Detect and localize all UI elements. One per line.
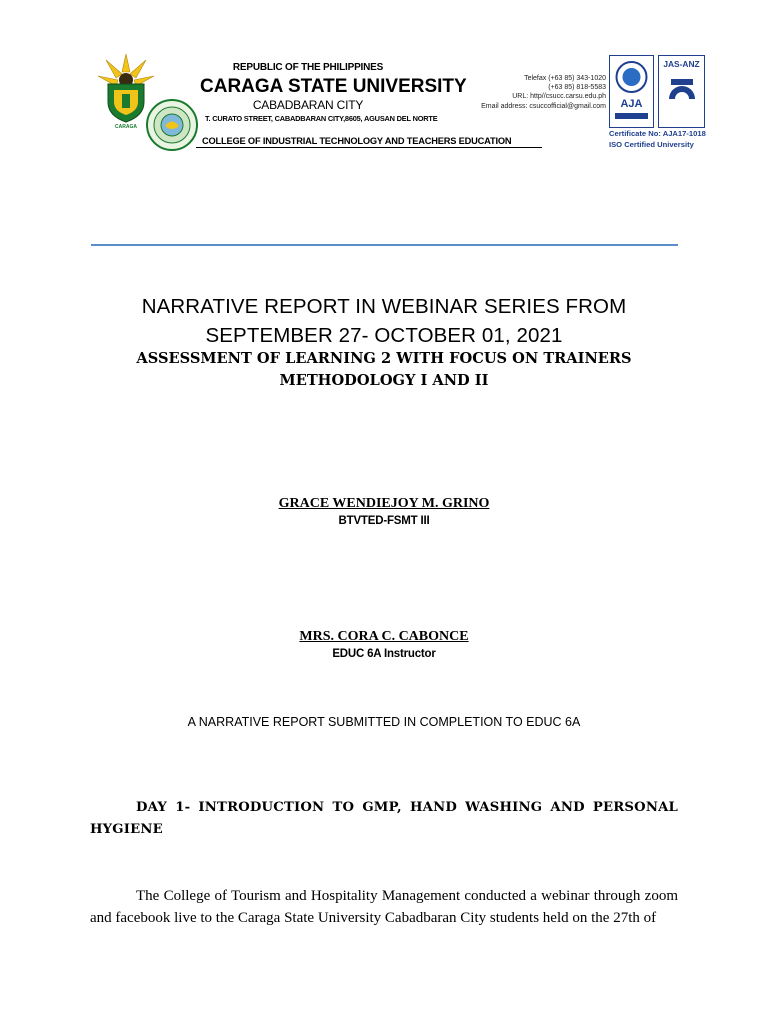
cert-number: Certificate No: AJA17-1018 xyxy=(609,129,706,138)
campus-seal-icon xyxy=(146,99,198,151)
cert-status: ISO Certified University xyxy=(609,140,694,149)
submission-statement: A NARRATIVE REPORT SUBMITTED IN COMPLETION TO EDUC 6A xyxy=(187,715,581,729)
republic-label: REPUBLIC OF THE PHILIPPINES xyxy=(232,62,384,73)
seal-left-caption: CARAGA xyxy=(115,124,137,130)
cert-body-label: AJA xyxy=(620,98,643,110)
student-block xyxy=(90,496,678,527)
street-address: T. CURATO STREET, CABADBARAN CITY,8605, AGUSAN DEL NORTE xyxy=(205,114,438,123)
website-url: URL: http//csucc.carsu.edu.ph xyxy=(512,93,606,101)
cert-accreditor-label: JAS-ANZ xyxy=(663,59,700,69)
city-name: CABADBARAN CITY xyxy=(252,98,364,112)
email-address: Email address: csuccofficial@gmail.com xyxy=(481,102,606,110)
body-paragraph: The College of Tourism and Hospitality Management conducted a webinar through zoom and facebook live to the Caraga State University Cabadbaran City students held on the 27th of xyxy=(90,888,678,926)
header-divider xyxy=(91,244,678,246)
day-1-heading: DAY 1- INTRODUCTION TO GMP, HAND WASHING AND PERSONAL HYGIENE xyxy=(90,800,678,837)
college-name: COLLEGE OF INDUSTRIAL TECHNOLOGY AND TEACHERS EDUCATION xyxy=(196,136,542,148)
telefax: Telefax (+63 85) 343-1020 xyxy=(524,75,606,82)
report-title-line-2: SEPTEMBER 27- OCTOBER 01, 2021 xyxy=(205,324,563,347)
contact-info xyxy=(466,74,606,111)
report-title-line-1: NARRATIVE REPORT IN WEBINAR SERIES FROM xyxy=(141,295,627,318)
report-subtitle-line-2: METHODOLOGY I AND II xyxy=(279,372,489,389)
student-course: BTVTED-FSMT III xyxy=(338,515,430,527)
report-subtitle-line-1: ASSESSMENT OF LEARNING 2 WITH FOCUS ON TRAINERS xyxy=(136,350,632,367)
instructor-block xyxy=(90,629,678,660)
instructor-name: MRS. CORA C. CABONCE xyxy=(299,629,469,644)
student-name: GRACE WENDIEJOY M. GRINO xyxy=(278,496,490,511)
university-name: CARAGA STATE UNIVERSITY xyxy=(200,76,467,97)
phone: (+63 85) 818-5583 xyxy=(548,84,606,92)
instructor-role: EDUC 6A Instructor xyxy=(332,648,436,660)
